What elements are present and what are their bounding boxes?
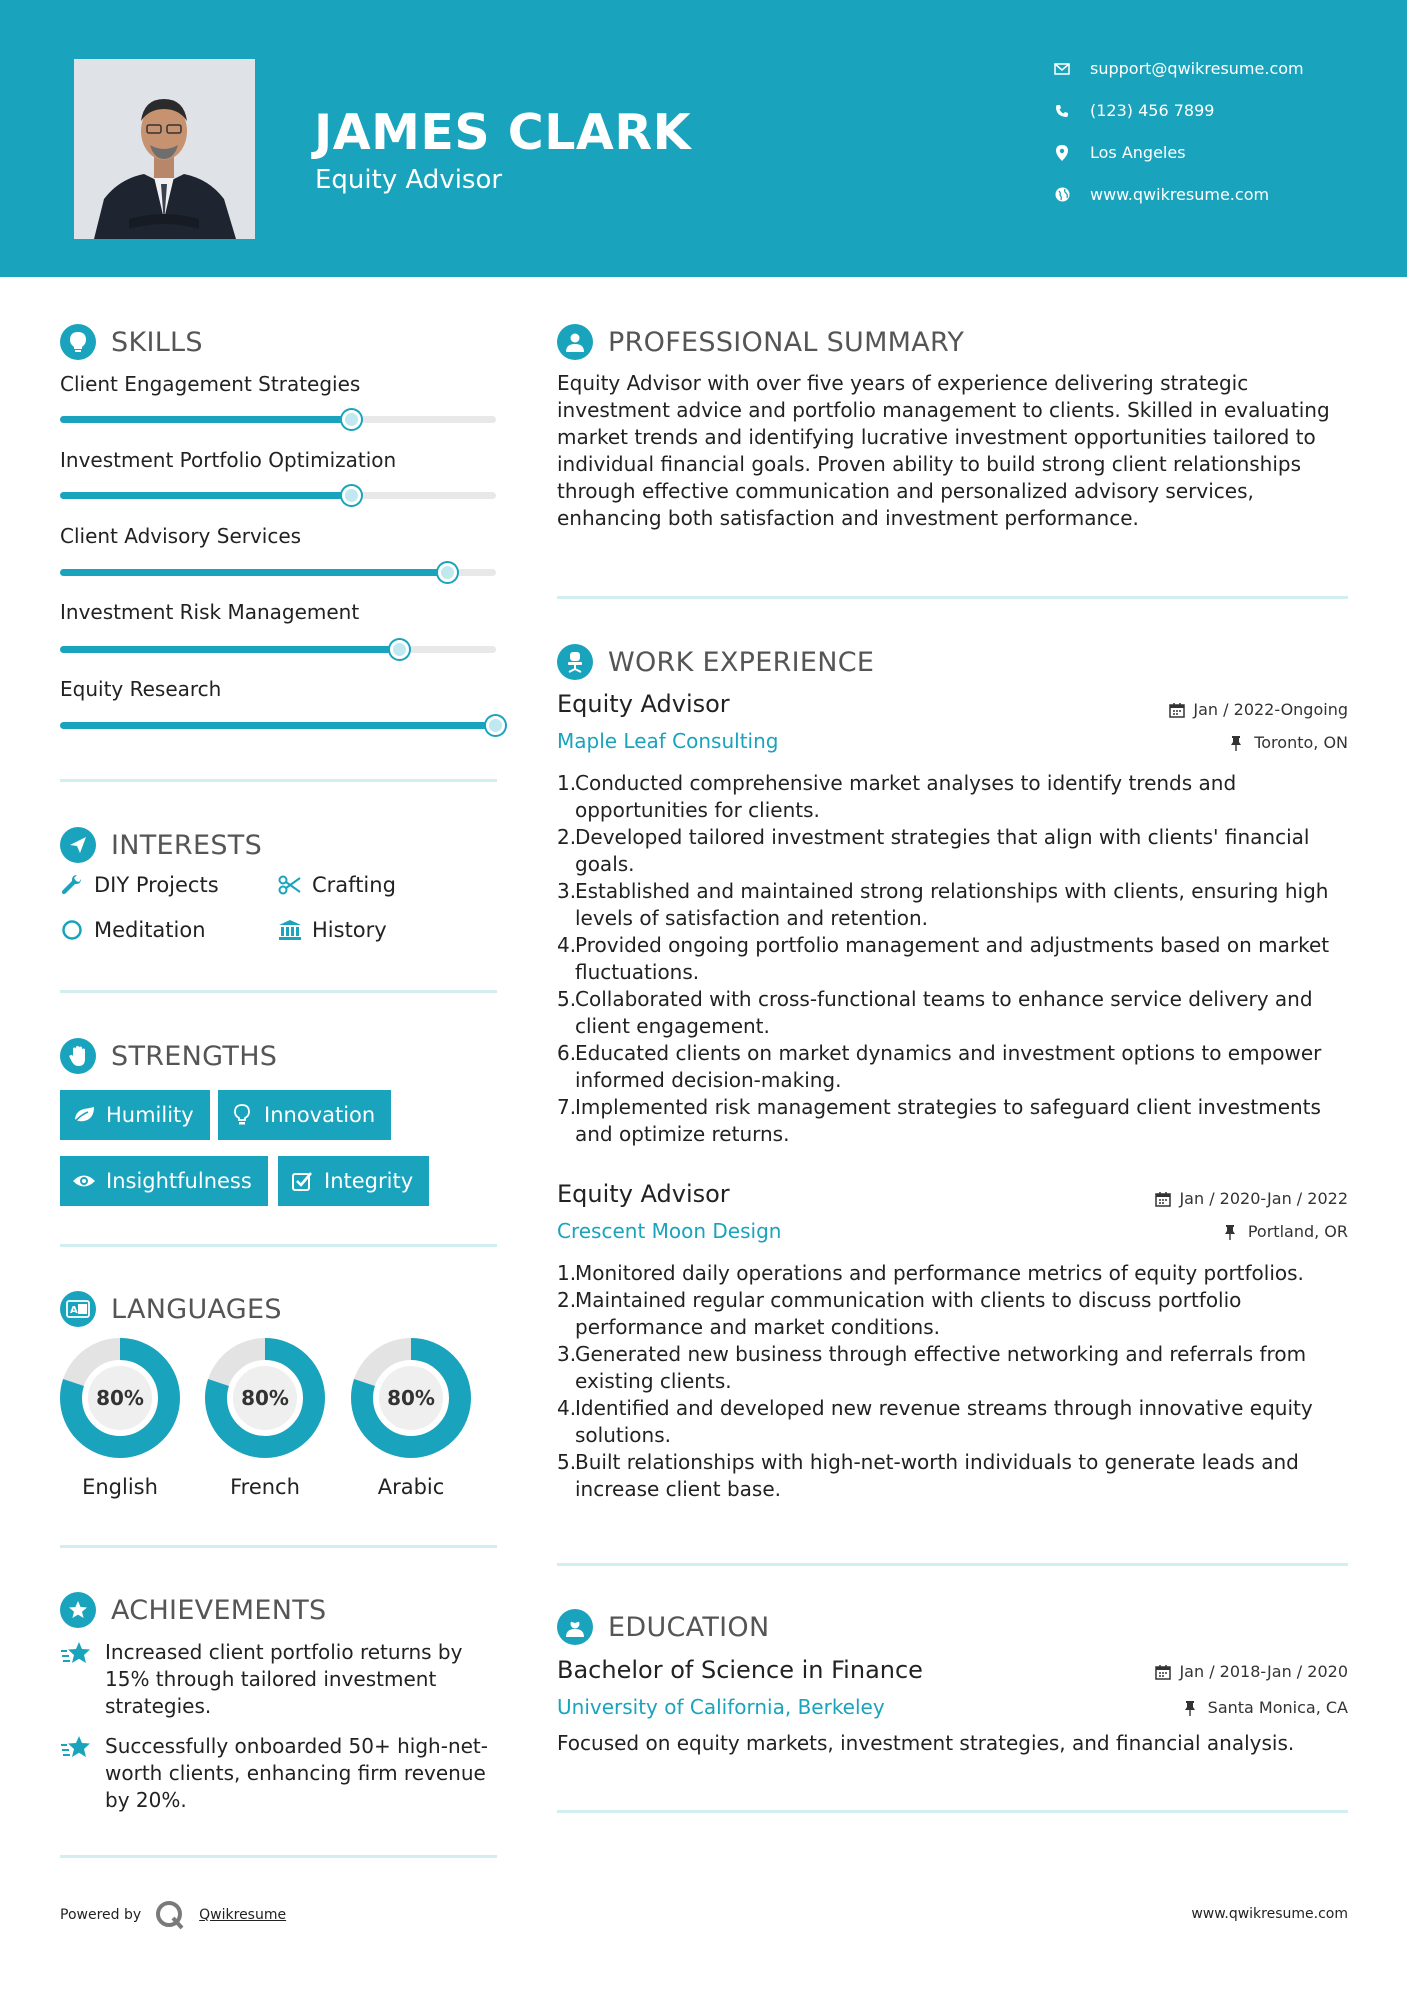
skill-bar-knob xyxy=(342,410,361,429)
job-location-text: Portland, OR xyxy=(1247,1222,1348,1241)
interest-label: History xyxy=(312,918,387,942)
education-date-text: Jan / 2018-Jan / 2020 xyxy=(1179,1662,1348,1681)
paper-plane-icon xyxy=(60,827,96,863)
education-title: EDUCATION xyxy=(608,1611,770,1643)
skill-bar-fill xyxy=(60,722,496,729)
brand-link[interactable]: Qwikresume xyxy=(199,1907,287,1923)
museum-icon xyxy=(278,918,302,942)
responsibility-text: Generated new business through effective networking and referrals from existing clients. xyxy=(575,1342,1307,1393)
translate-icon xyxy=(60,1291,96,1327)
job-location xyxy=(1224,1222,1348,1241)
language-ring xyxy=(350,1337,472,1459)
skill-label: Client Engagement Strategies xyxy=(60,372,361,396)
check-square-icon xyxy=(290,1169,314,1193)
globe-icon xyxy=(1054,187,1070,203)
responsibility-item: 7. Implemented risk management strategies to safeguard client investments and optimize returns. xyxy=(557,1094,1347,1148)
responsibility-text: Provided ongoing portfolio management and adjustments based on market fluctuations. xyxy=(575,933,1330,984)
lightbulb-icon xyxy=(230,1103,254,1127)
section-divider xyxy=(557,1810,1348,1813)
job-company: Maple Leaf Consulting xyxy=(557,729,779,753)
skill-bar-knob xyxy=(390,640,409,659)
language-label: Arabic xyxy=(377,1475,445,1499)
language-item xyxy=(350,1337,472,1499)
job-date xyxy=(1155,1189,1348,1208)
job-location xyxy=(1230,733,1348,752)
interest-label: Crafting xyxy=(312,873,396,897)
contact-website-text: www.qwikresume.com xyxy=(1090,185,1270,204)
skill-bar-fill xyxy=(60,569,448,576)
skill-bar xyxy=(60,646,496,653)
contact-website[interactable] xyxy=(1054,185,1269,204)
experience-title: WORK EXPERIENCE xyxy=(608,646,875,678)
achievement-text: Successfully onboarded 50+ high-net-worth clients, enhancing firm revenue by 20%. xyxy=(105,1734,488,1812)
job-date-text: Jan / 2022-Ongoing xyxy=(1193,700,1348,719)
responsibility-text: Educated clients on market dynamics and investment options to empower informed decision-making. xyxy=(575,1041,1322,1092)
job-date xyxy=(1169,700,1348,719)
language-percent: 80% xyxy=(241,1386,289,1410)
contact-phone-text: (123) 456 7899 xyxy=(1090,101,1215,120)
achievement-item xyxy=(60,1733,500,1814)
skill-bar-knob xyxy=(438,563,457,582)
leaf-icon xyxy=(72,1103,96,1127)
responsibility-item: 4. Identified and developed new revenue streams through innovative equity solutions. xyxy=(557,1395,1347,1449)
section-divider xyxy=(60,1855,497,1858)
raised-hand-icon xyxy=(60,1038,96,1074)
skill-label: Investment Risk Management xyxy=(60,600,360,624)
wrench-icon xyxy=(60,873,84,897)
language-label: French xyxy=(230,1475,300,1499)
interest-item xyxy=(278,873,396,897)
candidate-name: JAMES CLARK xyxy=(314,104,692,161)
strength-label: Insightfulness xyxy=(106,1169,252,1193)
strength-badge xyxy=(218,1090,391,1140)
responsibility-item: 5. Built relationships with high-net-worth individuals to generate leads and increase client base. xyxy=(557,1449,1347,1503)
section-divider xyxy=(557,596,1348,599)
interest-item xyxy=(60,873,219,897)
language-ring xyxy=(59,1337,181,1459)
responsibility-text: Built relationships with high-net-worth individuals to generate leads and increase client base. xyxy=(575,1450,1299,1501)
powered-by-text: Powered by xyxy=(60,1907,142,1923)
strength-badge xyxy=(60,1156,268,1206)
education-description: Focused on equity markets, investment strategies, and financial analysis. xyxy=(557,1731,1295,1755)
user-icon xyxy=(557,324,593,360)
summary-title: PROFESSIONAL SUMMARY xyxy=(608,326,965,358)
graduate-icon xyxy=(557,1609,593,1645)
footer-powered-by xyxy=(60,1900,286,1930)
lightbulb-icon xyxy=(60,324,96,360)
responsibility-item: 2. Developed tailored investment strategies that align with clients' financial goals. xyxy=(557,824,1347,878)
interest-item xyxy=(60,918,206,942)
languages-title: LANGUAGES xyxy=(111,1293,282,1325)
star-badge-icon xyxy=(60,1592,96,1628)
interest-item xyxy=(278,918,387,942)
skill-label: Client Advisory Services xyxy=(60,524,302,548)
pushpin-icon xyxy=(1230,735,1246,751)
interest-label: DIY Projects xyxy=(94,873,219,897)
circle-icon xyxy=(60,918,84,942)
pushpin-icon xyxy=(1224,1224,1240,1240)
education-date xyxy=(1155,1662,1348,1681)
responsibility-item: 1. Monitored daily operations and performance metrics of equity portfolios. xyxy=(557,1261,1304,1285)
job-responsibilities xyxy=(557,1260,1347,1503)
section-divider xyxy=(60,1545,497,1548)
interest-label: Meditation xyxy=(94,918,206,942)
language-ring xyxy=(204,1337,326,1459)
job-date-text: Jan / 2020-Jan / 2022 xyxy=(1179,1189,1348,1208)
skills-title: SKILLS xyxy=(111,326,203,358)
star-icon xyxy=(60,1733,92,1763)
education-location xyxy=(1184,1698,1348,1717)
job-title: Equity Advisor xyxy=(557,1180,730,1208)
skills-heading xyxy=(60,324,203,360)
job-title: Equity Advisor xyxy=(557,690,730,718)
responsibility-text: Maintained regular communication with clients to discuss portfolio performance and market conditions. xyxy=(575,1288,1242,1339)
responsibility-item: 3. Established and maintained strong relationships with clients, ensuring high levels of satisfaction and retention. xyxy=(557,878,1347,932)
skill-bar-fill xyxy=(60,492,352,499)
responsibility-item: 3. Generated new business through effective networking and referrals from existing clients. xyxy=(557,1341,1347,1395)
responsibility-item: 4. Provided ongoing portfolio management and adjustments based on market fluctuations. xyxy=(557,932,1347,986)
strength-badge xyxy=(60,1090,210,1140)
skill-bar-fill xyxy=(60,416,352,423)
language-percent: 80% xyxy=(387,1386,435,1410)
language-percent: 80% xyxy=(96,1386,144,1410)
skill-bar-fill xyxy=(60,646,400,653)
achievement-text: Increased client portfolio returns by 15% through tailored investment strategies. xyxy=(105,1640,463,1718)
section-divider xyxy=(60,990,497,993)
svg-text:A: A xyxy=(70,1305,78,1316)
achievements-title: ACHIEVEMENTS xyxy=(111,1594,327,1626)
calendar-icon xyxy=(1169,702,1185,718)
skill-bar xyxy=(60,492,496,499)
responsibility-item: 2. Maintained regular communication with clients to discuss portfolio performance and market conditions. xyxy=(557,1287,1347,1341)
section-divider xyxy=(557,1563,1348,1566)
responsibility-text: Developed tailored investment strategies that align with clients' financial goals. xyxy=(575,825,1310,876)
job-location-text: Toronto, ON xyxy=(1254,733,1348,752)
language-item xyxy=(204,1337,326,1499)
office-chair-icon xyxy=(557,644,593,680)
education-school: University of California, Berkeley xyxy=(557,1695,885,1719)
responsibility-item: 1. Conducted comprehensive market analyses to identify trends and opportunities for clients. xyxy=(557,770,1347,824)
scissors-icon xyxy=(278,873,302,897)
achievements-heading xyxy=(60,1592,327,1628)
skill-bar-knob xyxy=(342,486,361,505)
language-label: English xyxy=(82,1475,158,1499)
responsibility-text: Collaborated with cross-functional teams to enhance service delivery and client engagement. xyxy=(575,987,1313,1038)
responsibility-item: 5. Collaborated with cross-functional teams to enhance service delivery and client engagement. xyxy=(557,986,1347,1040)
contact-location-text: Los Angeles xyxy=(1090,143,1186,162)
footer-website[interactable]: www.qwikresume.com xyxy=(1191,1906,1348,1922)
section-divider xyxy=(60,779,497,782)
strengths-title: STRENGTHS xyxy=(111,1040,278,1072)
contact-location xyxy=(1054,143,1186,162)
achievement-item xyxy=(60,1639,500,1720)
skill-label: Equity Research xyxy=(60,677,222,701)
responsibility-item: 6. Educated clients on market dynamics and investment options to empower informed decision-making. xyxy=(557,1040,1347,1094)
calendar-icon xyxy=(1155,1664,1171,1680)
language-item xyxy=(59,1337,181,1499)
strength-label: Humility xyxy=(106,1103,194,1127)
candidate-role: Equity Advisor xyxy=(315,165,503,195)
calendar-icon xyxy=(1155,1191,1171,1207)
strength-label: Innovation xyxy=(264,1103,376,1127)
star-icon xyxy=(60,1639,92,1669)
header-banner xyxy=(0,0,1407,277)
phone-icon xyxy=(1054,103,1070,119)
profile-photo xyxy=(74,59,255,239)
skill-bar xyxy=(60,569,496,576)
languages-heading xyxy=(60,1291,282,1327)
qwikresume-logo-icon xyxy=(155,1900,185,1930)
experience-heading xyxy=(557,644,874,680)
summary-text: Equity Advisor with over five years of experience delivering strategic investment advice and portfolio management to clients. Skilled in evaluating market trends and identifying lucrative investment opportunities tailored to individual financial goals. Proven ability to build strong client relationships through effective communication and personalized advisory services, enhancing both satisfaction and investment performance. xyxy=(557,371,1330,530)
strengths-heading xyxy=(60,1038,277,1074)
skill-label: Investment Portfolio Optimization xyxy=(60,448,397,472)
responsibility-text: Identified and developed new revenue streams through innovative equity solutions. xyxy=(575,1396,1313,1447)
skill-bar xyxy=(60,416,496,423)
strength-badge xyxy=(278,1156,429,1206)
skill-bar-knob xyxy=(486,716,505,735)
eye-icon xyxy=(72,1169,96,1193)
skill-bar xyxy=(60,722,496,729)
responsibility-text: Implemented risk management strategies to safeguard client investments and optimize returns. xyxy=(575,1095,1321,1146)
contact-email-text: support@qwikresume.com xyxy=(1090,59,1304,78)
education-location-text: Santa Monica, CA xyxy=(1207,1698,1348,1717)
envelope-icon xyxy=(1054,61,1070,77)
education-heading xyxy=(557,1609,769,1645)
responsibility-text: Established and maintained strong relationships with clients, ensuring high levels of satisfaction and retention. xyxy=(575,879,1329,930)
education-degree: Bachelor of Science in Finance xyxy=(557,1656,923,1684)
map-pin-icon xyxy=(1054,145,1070,161)
strength-label: Integrity xyxy=(324,1169,414,1193)
job-responsibilities xyxy=(557,770,1347,1148)
job-company: Crescent Moon Design xyxy=(557,1219,782,1243)
pushpin-icon xyxy=(1184,1700,1200,1716)
section-divider xyxy=(60,1244,497,1247)
interests-heading xyxy=(60,827,262,863)
contact-phone[interactable] xyxy=(1054,101,1214,120)
responsibility-text: Monitored daily operations and performance metrics of equity portfolios. xyxy=(575,1261,1304,1285)
responsibility-text: Conducted comprehensive market analyses to identify trends and opportunities for clients. xyxy=(575,771,1237,822)
summary-heading xyxy=(557,324,964,360)
interests-title: INTERESTS xyxy=(111,829,263,861)
contact-email[interactable] xyxy=(1054,59,1304,78)
